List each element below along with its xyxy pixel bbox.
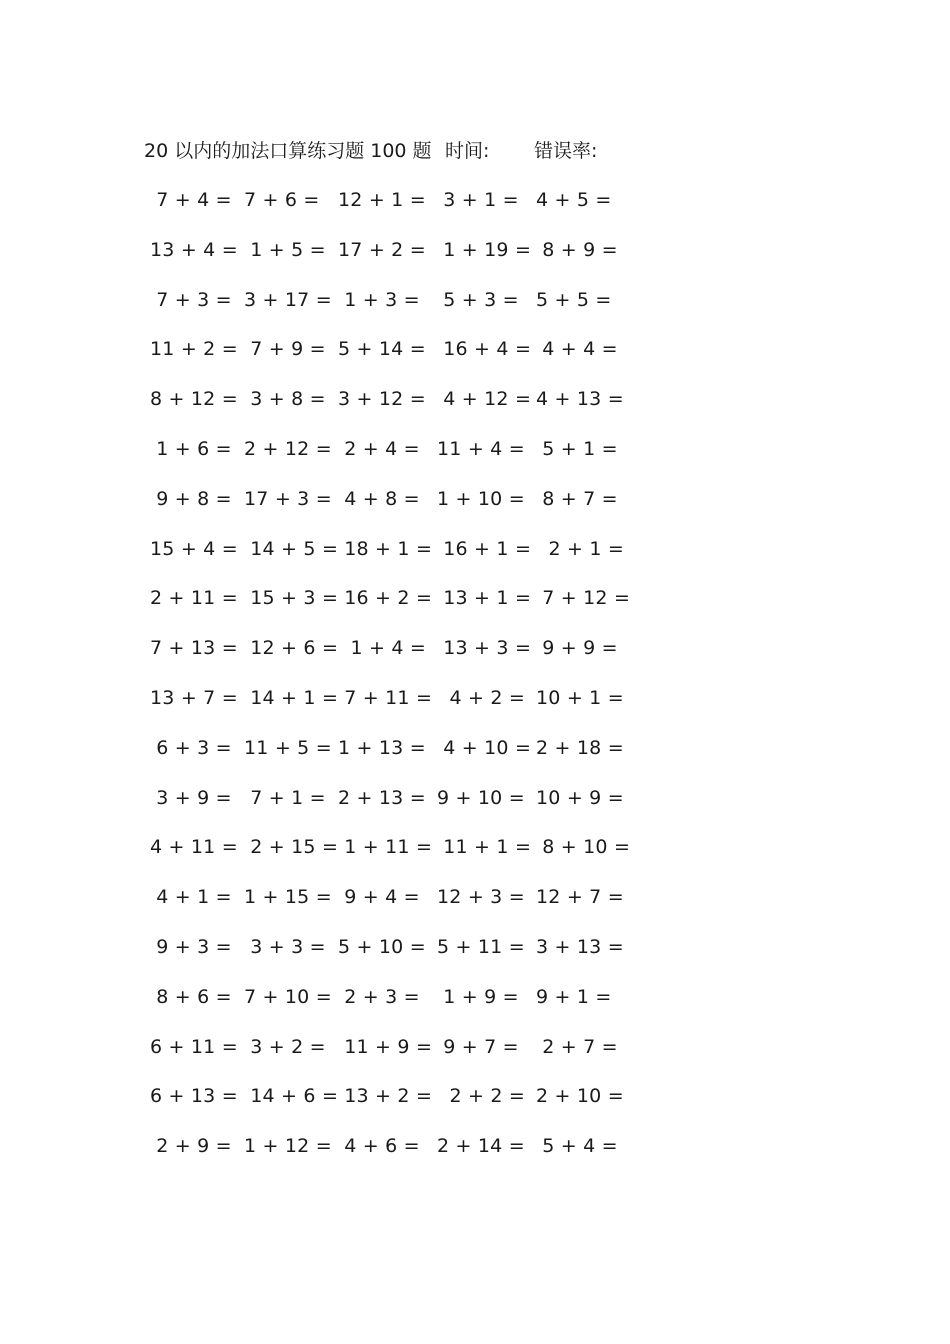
error-rate-label: 错误率: [534,140,598,162]
problem-cell: 8 + 7 = [536,487,618,510]
problem-row [0,186,950,236]
problem-cell: 11 + 1 = [437,836,532,859]
problem-row [0,385,950,435]
problem-cell: 7 + 10 = [244,985,332,1008]
problem-cell: 9 + 8 = [150,487,232,510]
problem-cell: 14 + 5 = [244,537,339,560]
problem-cell: 16 + 4 = [437,338,532,361]
problem-row [0,286,950,336]
problem-row [0,485,950,535]
problem-cell: 2 + 11 = [150,587,238,610]
problem-cell: 17 + 3 = [244,487,332,510]
problem-cell: 14 + 1 = [244,686,339,709]
problem-cell: 14 + 6 = [244,1085,339,1108]
problem-cell: 2 + 1 = [536,537,625,560]
problem-cell: 7 + 4 = [150,189,232,211]
problem-cell: 7 + 9 = [244,338,326,361]
problem-cell: 1 + 10 = [437,487,525,510]
problem-cell: 4 + 13 = [536,388,624,411]
problem-cell: 4 + 12 = [437,388,532,411]
problem-cell: 16 + 2 = [338,587,433,610]
problem-cell: 13 + 3 = [437,637,532,660]
problem-cell: 3 + 17 = [244,288,332,311]
problem-row [0,734,950,784]
problem-row [0,684,950,734]
problem-cell: 5 + 1 = [536,437,618,460]
problem-cell: 9 + 4 = [338,886,420,909]
problem-cell: 3 + 13 = [536,935,624,958]
problem-cell: 13 + 1 = [437,587,532,610]
problem-cell: 2 + 13 = [338,786,426,809]
problem-cell: 18 + 1 = [338,537,433,560]
problem-cell: 2 + 3 = [338,985,420,1008]
problem-cell: 2 + 4 = [338,437,420,460]
problem-cell: 6 + 13 = [150,1085,238,1108]
problem-cell: 6 + 11 = [150,1035,238,1058]
problem-cell: 5 + 11 = [437,935,525,958]
problem-cell: 9 + 10 = [437,786,525,809]
problem-cell: 4 + 10 = [437,736,532,759]
problem-cell: 2 + 2 = [437,1085,526,1108]
problem-cell: 2 + 15 = [244,836,339,859]
problem-cell: 9 + 7 = [437,1035,519,1058]
problem-row [0,784,950,834]
problem-row [0,933,950,983]
problem-cell: 8 + 9 = [536,238,618,261]
problem-cell: 9 + 1 = [536,985,612,1008]
problem-row [0,236,950,286]
problem-cell: 11 + 2 = [150,338,238,361]
problem-cell: 1 + 9 = [437,985,519,1008]
problem-cell: 3 + 12 = [338,388,426,411]
problem-cell: 15 + 3 = [244,587,339,610]
problem-row [0,833,950,883]
problem-cell: 3 + 2 = [244,1035,326,1058]
problem-cell: 4 + 5 = [536,189,612,211]
problem-cell: 3 + 3 = [244,935,326,958]
problem-cell: 12 + 7 = [536,886,624,909]
problem-cell: 9 + 3 = [150,935,232,958]
problem-cell: 7 + 3 = [150,288,232,311]
problem-cell: 13 + 7 = [150,686,238,709]
problem-cell: 11 + 4 = [437,437,525,460]
problem-cell: 7 + 1 = [244,786,326,809]
problem-cell: 1 + 6 = [150,437,232,460]
problem-cell: 4 + 1 = [150,886,232,909]
problem-cell: 1 + 4 = [338,637,427,660]
problem-cell: 7 + 12 = [536,587,631,610]
problem-cell: 2 + 12 = [244,437,332,460]
problem-cell: 5 + 5 = [536,288,612,311]
problem-cell: 7 + 6 = [244,189,320,211]
problem-cell: 4 + 11 = [150,836,238,859]
problem-cell: 10 + 1 = [536,686,624,709]
problem-cell: 5 + 4 = [536,1135,618,1158]
problem-cell: 4 + 4 = [536,338,618,361]
problem-cell: 15 + 4 = [150,537,238,560]
problem-row [0,1082,950,1132]
problem-cell: 1 + 11 = [338,836,433,859]
problem-cell: 8 + 12 = [150,388,238,411]
problem-cell: 7 + 11 = [338,686,433,709]
problem-cell: 13 + 4 = [150,238,238,261]
problem-cell: 11 + 9 = [338,1035,433,1058]
problem-row [0,983,950,1033]
problem-row [0,634,950,684]
problem-cell: 7 + 13 = [150,637,238,660]
problem-cell: 17 + 2 = [338,238,426,261]
problem-cell: 3 + 8 = [244,388,326,411]
problem-cell: 2 + 10 = [536,1085,624,1108]
problem-cell: 2 + 9 = [150,1135,232,1158]
problem-cell: 12 + 6 = [244,637,339,660]
problem-cell: 2 + 18 = [536,736,624,759]
problem-row [0,1033,950,1083]
problem-cell: 3 + 9 = [150,786,232,809]
problem-cell: 1 + 5 = [244,238,326,261]
problem-cell: 1 + 19 = [437,238,532,261]
problem-cell: 6 + 3 = [150,736,232,759]
worksheet-title: 20 以内的加法口算练习题 100 题 [144,140,432,162]
problem-cell: 3 + 1 = [437,189,519,211]
problem-cell: 2 + 14 = [437,1135,525,1158]
problem-row [0,584,950,634]
problem-cell: 2 + 7 = [536,1035,618,1058]
problem-cell: 1 + 12 = [244,1135,332,1158]
problem-cell: 4 + 6 = [338,1135,420,1158]
problem-cell: 10 + 9 = [536,786,624,809]
problem-cell: 4 + 8 = [338,487,420,510]
problem-grid [0,186,950,1182]
problem-row [0,1132,950,1182]
problem-cell: 12 + 1 = [338,189,426,211]
problem-cell: 12 + 3 = [437,886,525,909]
problem-cell: 16 + 1 = [437,537,532,560]
problem-row [0,883,950,933]
problem-cell: 8 + 10 = [536,836,631,859]
problem-cell: 11 + 5 = [244,736,332,759]
problem-cell: 9 + 9 = [536,637,618,660]
problem-cell: 5 + 14 = [338,338,426,361]
problem-cell: 5 + 10 = [338,935,426,958]
problem-cell: 8 + 6 = [150,985,232,1008]
problem-row [0,335,950,385]
problem-row [0,435,950,485]
problem-row [0,535,950,585]
problem-cell: 4 + 2 = [437,686,526,709]
time-label: 时间: [445,140,490,162]
problem-cell: 5 + 3 = [437,288,519,311]
problem-cell: 1 + 3 = [338,288,420,311]
problem-cell: 1 + 13 = [338,736,426,759]
problem-cell: 13 + 2 = [338,1085,433,1108]
problem-cell: 1 + 15 = [244,886,332,909]
